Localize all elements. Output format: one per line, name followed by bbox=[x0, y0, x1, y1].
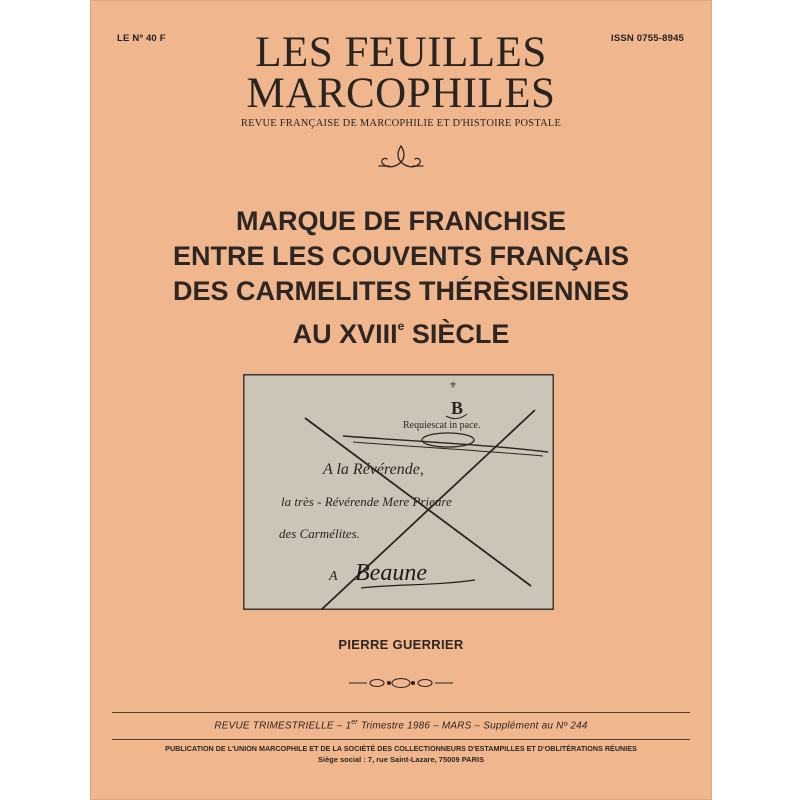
masthead-line-2: MARCOPHILES bbox=[246, 70, 556, 117]
letter-destination: Beaune bbox=[355, 560, 427, 586]
letter-line-1: A la Révérende, bbox=[323, 461, 424, 478]
letter-line-3: des Carmélites. bbox=[279, 526, 360, 541]
issue-number: LE Nº 40 F bbox=[117, 33, 166, 44]
title-line-1: MARQUE DE FRANCHISE bbox=[235, 206, 566, 236]
seal-mark-icon: ⚜ bbox=[449, 380, 458, 390]
article-author: PIERRE GUERRIER bbox=[338, 637, 464, 652]
letter-mark-b: B bbox=[451, 398, 464, 418]
fleuron-ornament-icon bbox=[375, 142, 427, 174]
magazine-cover bbox=[90, 0, 712, 800]
masthead-subtitle: REVUE FRANÇAISE DE MARCOPHILIE ET D'HISTOIRE POSTALE bbox=[240, 118, 562, 129]
letter-photograph bbox=[243, 374, 554, 610]
postmark-text: Requiescat in pace. bbox=[403, 420, 481, 431]
footer-rule-bottom bbox=[112, 739, 690, 740]
letter-line-4-prefix: A bbox=[329, 569, 338, 584]
article-title bbox=[90, 204, 712, 352]
title-line-4: AU XVIIIe SIÈCLE bbox=[292, 319, 510, 349]
divider-ornament-icon bbox=[347, 676, 455, 690]
title-line-3: DES CARMELITES THÉRÈSIENNES bbox=[172, 276, 630, 306]
issue-info: REVUE TRIMESTRIELLE – 1er Trimestre 1986 – MARS – Supplément au Nº 244 bbox=[214, 719, 588, 732]
publisher-line: PUBLICATION DE L'UNION MARCOPHILE ET DE LA SOCIÉTÉ DES COLLECTIONNEURS D'ESTAMPILLES ET D'OBLITÉRATIONS RÉUNIES bbox=[165, 744, 637, 753]
title-line-2: ENTRE LES COUVENTS FRANÇAIS bbox=[172, 241, 630, 271]
publisher-address: Siège social : 7, rue Saint-Lazare, 75009 PARIS bbox=[317, 755, 485, 764]
footer-rule-top bbox=[112, 712, 690, 713]
letter-line-2: la très - Révérende Mere Prieure bbox=[281, 494, 452, 509]
masthead-line-1: LES FEUILLES bbox=[255, 29, 547, 76]
issn-number: ISSN 0755-8945 bbox=[611, 33, 685, 44]
